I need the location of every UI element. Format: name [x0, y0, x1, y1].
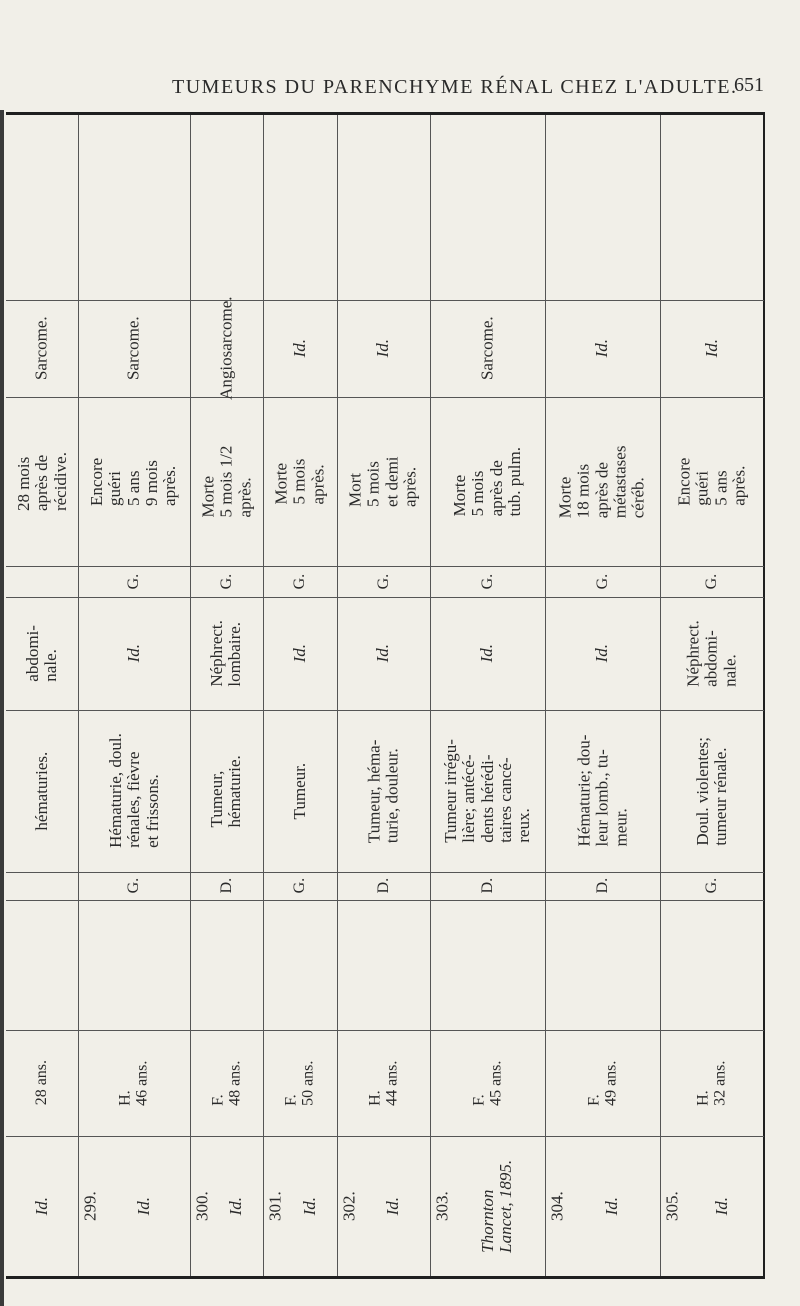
case-reference-cell	[680, 1136, 764, 1276]
symptoms: Hématurie, doul. rénales, fièvre et frissons.	[105, 733, 162, 849]
patient-age-cell	[78, 1030, 190, 1136]
operation-cell	[78, 597, 190, 710]
operation-cell	[545, 597, 660, 710]
result-cell	[78, 397, 190, 566]
case-reference-cell	[357, 1136, 430, 1276]
diagnosis: Angiosarcome.	[216, 296, 236, 401]
case-number: 299.	[80, 1191, 100, 1221]
patient-age: H. 44 ans.	[366, 1060, 401, 1106]
symptoms-cell	[6, 710, 78, 872]
symptoms-cell	[545, 710, 660, 872]
result: Morte 18 mois après de métastases céréb.	[555, 445, 649, 518]
operated-side: G.	[374, 573, 392, 590]
case-reference: Id.	[711, 1196, 731, 1216]
operated-side: G.	[125, 573, 143, 590]
operation-cell	[430, 597, 545, 710]
operated-side: G.	[478, 573, 496, 590]
tumor-side-cell	[545, 872, 660, 900]
page-header	[0, 76, 800, 106]
operation-cell	[660, 597, 764, 710]
case-number: 305.	[662, 1191, 682, 1221]
case-number: 301.	[265, 1191, 285, 1221]
symptoms-cell	[190, 710, 263, 872]
patient-age: F. 50 ans.	[282, 1060, 317, 1106]
result: Mort 5 mois et demi après.	[345, 456, 420, 507]
symptoms: hématuries.	[31, 751, 51, 831]
diagnosis-cell	[190, 296, 263, 401]
symptoms: Tumeur, héma- turie, douleur.	[364, 739, 402, 843]
result: 28 mois après de récidive.	[13, 451, 70, 511]
case-reference: Id.	[602, 1196, 622, 1216]
operation: Néphrect. abdomi- nale.	[683, 620, 740, 687]
tumor-side: D.	[478, 878, 496, 894]
result-cell	[263, 397, 337, 566]
operated-side-cell	[6, 566, 78, 597]
case-reference-cell	[210, 1136, 263, 1276]
operated-side-cell	[430, 566, 545, 597]
result: Morte 5 mois après.	[271, 458, 328, 505]
table-top-rule	[6, 112, 764, 115]
symptoms: Doul. violentes; tumeur rénale.	[692, 736, 731, 846]
result-cell	[337, 397, 430, 566]
diagnosis-cell	[337, 300, 430, 397]
tumor-side-cell	[78, 872, 190, 900]
tumor-side-cell	[263, 872, 337, 900]
diagnosis: Id.	[289, 339, 309, 358]
operation-cell	[190, 597, 263, 710]
operation: Id.	[477, 644, 497, 663]
patient-age: 28 ans.	[33, 1060, 51, 1106]
patient-age-cell	[190, 1030, 263, 1136]
symptoms-cell	[78, 710, 190, 872]
symptoms: Hématurie; dou- leur lomb., tu- meur.	[573, 735, 630, 847]
patient-age: F. 45 ans.	[470, 1060, 505, 1106]
result: Morte 5 mois 1/2 après.	[197, 445, 254, 518]
diagnosis: Id.	[701, 339, 721, 358]
case-reference: Thornton Lancet, 1895.	[478, 1159, 516, 1253]
patient-age-cell	[660, 1030, 764, 1136]
diagnosis: Sarcome.	[123, 316, 143, 381]
operation: Id.	[123, 644, 143, 663]
case-reference-cell	[565, 1136, 660, 1276]
case-number: 302.	[339, 1191, 359, 1221]
operated-side-cell	[337, 566, 430, 597]
tumor-side: G.	[703, 878, 721, 894]
case-reference-cell	[283, 1136, 337, 1276]
operated-side-cell	[263, 566, 337, 597]
result-cell	[660, 397, 764, 566]
case-reference-cell	[98, 1136, 190, 1276]
operation: Id.	[373, 644, 393, 663]
diagnosis-cell	[545, 300, 660, 397]
patient-age-cell	[6, 1030, 78, 1136]
case-reference-cell	[6, 1136, 78, 1276]
operated-side: G.	[217, 573, 235, 590]
operated-side: G.	[703, 573, 721, 590]
patient-age: F. 48 ans.	[209, 1060, 244, 1106]
row-rule	[6, 900, 764, 901]
diagnosis-cell	[660, 300, 764, 397]
case-number: 300.	[192, 1191, 212, 1221]
diagnosis-cell	[263, 300, 337, 397]
symptoms-cell	[660, 710, 764, 872]
result-cell	[430, 397, 545, 566]
symptoms: Tumeur.	[289, 762, 309, 820]
operated-side-cell	[660, 566, 764, 597]
page-number: 651	[734, 74, 764, 96]
tumor-side: D.	[217, 878, 235, 894]
patient-age: H. 46 ans.	[116, 1060, 151, 1106]
tumor-side-cell	[6, 872, 78, 900]
tumor-side-cell	[337, 872, 430, 900]
symptoms: Tumeur irrégu- lière; antécé- dents hérédi- taires cancé- reux.	[440, 739, 534, 843]
operation-cell	[263, 597, 337, 710]
result-cell	[545, 397, 660, 566]
result: Morte 5 mois après de tub. pulm.	[449, 446, 524, 517]
operation-cell	[6, 597, 78, 710]
diagnosis: Sarcome.	[477, 316, 497, 381]
binding-edge	[0, 110, 4, 1306]
operated-side-cell	[190, 566, 263, 597]
patient-age-cell	[430, 1030, 545, 1136]
patient-age-cell	[263, 1030, 337, 1136]
case-reference: Id.	[383, 1196, 403, 1216]
diagnosis-cell	[6, 300, 78, 397]
tumor-side: D.	[593, 878, 611, 894]
result: Encore guéri 5 ans après.	[674, 457, 749, 506]
case-reference: Id.	[31, 1196, 51, 1216]
operated-side: G.	[291, 573, 309, 590]
symptoms: Tumeur, hématurie.	[207, 754, 245, 828]
case-reference: Id.	[133, 1196, 153, 1216]
operation-cell	[337, 597, 430, 710]
diagnosis: Sarcome.	[31, 316, 51, 381]
result: Encore guéri 5 ans 9 mois après.	[87, 457, 180, 506]
tumor-side-cell	[190, 872, 263, 900]
diagnosis-cell	[78, 300, 190, 397]
patient-age-cell	[545, 1030, 660, 1136]
operation: Id.	[289, 644, 309, 663]
case-number: 304.	[547, 1191, 567, 1221]
operation: abdomi- nale.	[22, 625, 60, 682]
tumor-side: G.	[125, 878, 143, 894]
operation: Id.	[592, 644, 612, 663]
tumor-side-cell	[660, 872, 764, 900]
tumor-side-cell	[430, 872, 545, 900]
case-reference: Id.	[299, 1196, 319, 1216]
running-title: TUMEURS DU PARENCHYME RÉNAL CHEZ L'ADULTE.	[172, 76, 738, 98]
symptoms-cell	[430, 710, 545, 872]
table-bottom-rule	[6, 1276, 764, 1279]
operated-side-cell	[78, 566, 190, 597]
diagnosis: Id.	[592, 339, 612, 358]
patient-age: H. 32 ans.	[694, 1060, 729, 1106]
diagnosis: Id.	[373, 339, 393, 358]
result-cell	[190, 397, 263, 566]
operated-side-cell	[545, 566, 660, 597]
diagnosis-cell	[430, 300, 545, 397]
patient-age-cell	[337, 1030, 430, 1136]
symptoms-cell	[337, 710, 430, 872]
operation: Néphrect. lombaire.	[207, 620, 245, 687]
patient-age: F. 49 ans.	[585, 1060, 620, 1106]
tumor-side: G.	[291, 878, 309, 894]
operated-side: G.	[593, 573, 611, 590]
case-reference-cell	[450, 1136, 545, 1276]
case-reference: Id.	[226, 1196, 246, 1216]
case-number: 303.	[432, 1191, 452, 1221]
result-cell	[6, 397, 78, 566]
tumor-side: D.	[374, 878, 392, 894]
symptoms-cell	[263, 710, 337, 872]
